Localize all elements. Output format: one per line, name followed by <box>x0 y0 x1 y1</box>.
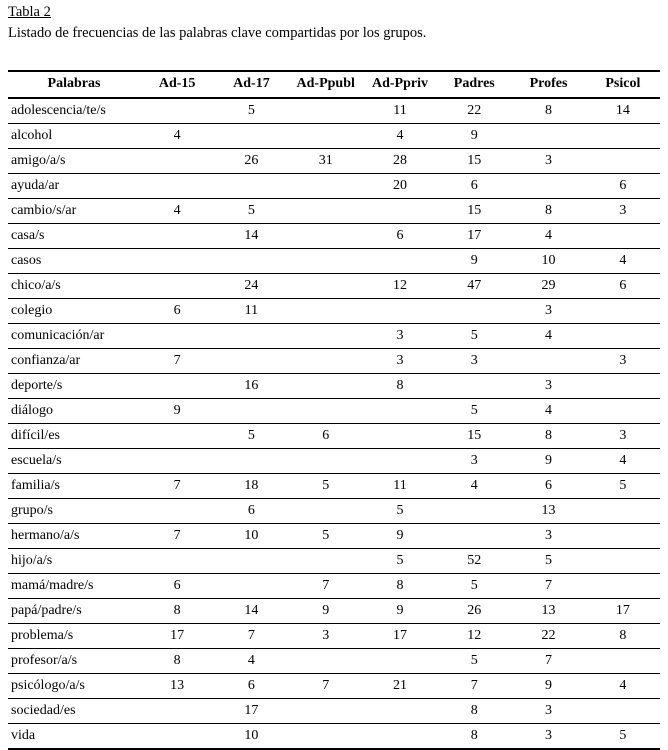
value-cell: 5 <box>289 474 363 499</box>
value-cell: 6 <box>214 674 288 699</box>
value-cell: 9 <box>363 599 437 624</box>
value-cell: 10 <box>214 524 288 549</box>
column-header: Ad-15 <box>140 71 214 98</box>
value-cell: 7 <box>214 624 288 649</box>
value-cell: 6 <box>586 174 660 199</box>
value-cell <box>586 224 660 249</box>
value-cell <box>586 399 660 424</box>
value-cell <box>586 649 660 674</box>
value-cell: 7 <box>511 649 585 674</box>
value-cell: 9 <box>289 599 363 624</box>
value-cell: 4 <box>363 124 437 149</box>
value-cell <box>586 549 660 574</box>
value-cell: 14 <box>586 98 660 124</box>
value-cell: 6 <box>140 299 214 324</box>
value-cell: 17 <box>437 224 511 249</box>
table-row <box>8 474 660 499</box>
value-cell: 5 <box>289 524 363 549</box>
value-cell <box>289 649 363 674</box>
value-cell <box>437 299 511 324</box>
table-row <box>8 449 660 474</box>
value-cell: 17 <box>214 699 288 724</box>
value-cell: 8 <box>437 699 511 724</box>
value-cell <box>586 149 660 174</box>
value-cell <box>363 199 437 224</box>
value-cell: 5 <box>363 549 437 574</box>
value-cell: 9 <box>363 524 437 549</box>
value-cell: 4 <box>511 224 585 249</box>
value-cell: 28 <box>363 149 437 174</box>
word-cell: ayuda/ar <box>8 174 140 199</box>
value-cell: 7 <box>511 574 585 599</box>
value-cell: 7 <box>140 524 214 549</box>
value-cell: 4 <box>586 249 660 274</box>
value-cell: 4 <box>214 649 288 674</box>
value-cell: 3 <box>586 199 660 224</box>
value-cell: 4 <box>140 199 214 224</box>
value-cell <box>586 124 660 149</box>
value-cell <box>140 149 214 174</box>
value-cell: 5 <box>619 727 627 743</box>
value-cell <box>363 399 437 424</box>
value-cell: 5 <box>437 399 511 424</box>
value-cell <box>289 324 363 349</box>
value-cell: 29 <box>511 274 585 299</box>
value-cell <box>140 98 214 124</box>
value-cell: 5 <box>437 649 511 674</box>
word-cell: grupo/s <box>8 499 140 524</box>
value-cell: 26 <box>437 599 511 624</box>
value-cell <box>289 124 363 149</box>
value-cell <box>289 349 363 374</box>
value-cell <box>586 499 660 524</box>
value-cell: 6 <box>437 174 511 199</box>
table-row <box>8 249 660 274</box>
table-row <box>8 574 660 599</box>
value-cell: 7 <box>289 674 363 699</box>
value-cell <box>140 249 214 274</box>
table-row <box>8 524 660 549</box>
value-cell <box>289 224 363 249</box>
value-cell: 13 <box>511 499 585 524</box>
value-cell: 6 <box>214 499 288 524</box>
value-cell <box>140 324 214 349</box>
value-cell <box>363 724 437 750</box>
value-cell: 8 <box>363 574 437 599</box>
value-cell: 47 <box>437 274 511 299</box>
word-cell: escuela/s <box>8 449 140 474</box>
table-row <box>8 224 660 249</box>
value-cell <box>363 699 437 724</box>
column-header: Profes <box>511 71 585 98</box>
word-cell: casa/s <box>8 224 140 249</box>
value-cell <box>289 499 363 524</box>
value-cell <box>289 199 363 224</box>
value-cell: 3 <box>289 624 363 649</box>
value-cell <box>289 699 363 724</box>
value-cell: 3 <box>586 424 660 449</box>
value-cell: 7 <box>437 674 511 699</box>
word-cell: papá/padre/s <box>8 599 140 624</box>
value-cell: 21 <box>363 674 437 699</box>
value-cell: 8 <box>511 199 585 224</box>
value-cell: 10 <box>511 249 585 274</box>
value-cell <box>214 124 288 149</box>
value-cell: 6 <box>289 424 363 449</box>
value-cell: 3 <box>511 374 585 399</box>
word-cell: hermano/a/s <box>8 524 140 549</box>
word-cell: adolescencia/te/s <box>8 98 140 124</box>
value-cell: 18 <box>214 474 288 499</box>
word-cell: mamá/madre/s <box>8 574 140 599</box>
value-cell: 5 <box>586 474 660 499</box>
value-cell <box>289 374 363 399</box>
value-cell <box>437 524 511 549</box>
value-cell <box>586 574 660 599</box>
value-cell <box>140 724 214 750</box>
value-cell <box>214 574 288 599</box>
value-cell: 5 <box>437 574 511 599</box>
value-cell <box>511 174 585 199</box>
value-cell <box>289 98 363 124</box>
word-cell: colegio <box>8 299 140 324</box>
value-cell <box>437 374 511 399</box>
value-cell: 3 <box>586 349 660 374</box>
value-cell <box>363 299 437 324</box>
word-cell: profesor/a/s <box>8 649 140 674</box>
value-cell <box>363 249 437 274</box>
column-header: Ad-17 <box>214 71 288 98</box>
value-cell: 3 <box>363 324 437 349</box>
value-cell: 3 <box>437 349 511 374</box>
value-cell: 22 <box>437 98 511 124</box>
value-cell: 9 <box>140 399 214 424</box>
value-cell <box>586 324 660 349</box>
word-cell: deporte/s <box>8 374 140 399</box>
word-cell: cambio/s/ar <box>8 199 140 224</box>
value-cell: 5 <box>437 324 511 349</box>
value-cell <box>363 649 437 674</box>
value-cell: 11 <box>363 474 437 499</box>
word-cell: familia/s <box>8 474 140 499</box>
value-cell: 3 <box>363 349 437 374</box>
word-cell: comunicación/ar <box>8 324 140 349</box>
value-cell <box>140 174 214 199</box>
value-cell <box>140 374 214 399</box>
value-cell <box>140 699 214 724</box>
value-cell <box>289 299 363 324</box>
word-cell: chico/a/s <box>8 274 140 299</box>
value-cell: 14 <box>214 224 288 249</box>
word-cell: confianza/ar <box>8 349 140 374</box>
value-cell <box>586 374 660 399</box>
value-cell: 9 <box>437 124 511 149</box>
value-cell: 3 <box>511 149 585 174</box>
value-cell <box>586 299 660 324</box>
value-cell: 4 <box>437 474 511 499</box>
value-cell: 13 <box>511 599 585 624</box>
table-header <box>8 71 660 98</box>
value-cell <box>140 499 214 524</box>
value-cell: 5 <box>214 199 288 224</box>
value-cell: 24 <box>214 274 288 299</box>
value-cell <box>214 249 288 274</box>
column-header: Psicol <box>586 71 660 98</box>
value-cell: 3 <box>545 727 553 743</box>
value-cell <box>363 449 437 474</box>
page-title: Tabla 2 <box>8 4 51 20</box>
table-row <box>8 374 660 399</box>
value-cell <box>140 274 214 299</box>
word-cell: sociedad/es <box>8 699 140 724</box>
table-row <box>8 599 660 624</box>
column-header: Ad-Ppriv <box>363 71 437 98</box>
value-cell <box>289 724 363 750</box>
value-cell <box>511 124 585 149</box>
value-cell: 8 <box>140 649 214 674</box>
table-row <box>8 724 660 750</box>
value-cell: 5 <box>214 424 288 449</box>
value-cell: 9 <box>437 249 511 274</box>
word-cell: diálogo <box>8 399 140 424</box>
value-cell <box>437 499 511 524</box>
column-header: Palabras <box>8 71 140 98</box>
word-cell: vida <box>11 727 36 743</box>
value-cell: 8 <box>363 374 437 399</box>
value-cell: 17 <box>586 599 660 624</box>
value-cell: 11 <box>363 98 437 124</box>
value-cell: 8 <box>511 98 585 124</box>
value-cell <box>140 449 214 474</box>
table-row <box>8 324 660 349</box>
table-row <box>8 98 660 124</box>
value-cell <box>289 449 363 474</box>
value-cell: 7 <box>140 474 214 499</box>
value-cell: 8 <box>140 599 214 624</box>
word-cell: difícil/es <box>8 424 140 449</box>
value-cell <box>586 699 660 724</box>
table-row <box>8 649 660 674</box>
value-cell <box>289 274 363 299</box>
value-cell: 26 <box>214 149 288 174</box>
table-row <box>8 624 660 649</box>
value-cell: 12 <box>363 274 437 299</box>
value-cell: 5 <box>214 98 288 124</box>
value-cell: 9 <box>511 449 585 474</box>
value-cell <box>140 424 214 449</box>
table-row <box>8 424 660 449</box>
value-cell: 52 <box>437 549 511 574</box>
value-cell <box>140 224 214 249</box>
value-cell: 17 <box>140 624 214 649</box>
table-caption: Listado de frecuencias de las palabras clave compartidas por los grupos. <box>8 25 427 41</box>
table-row <box>8 549 660 574</box>
table-row <box>8 199 660 224</box>
value-cell: 15 <box>437 199 511 224</box>
value-cell: 15 <box>437 424 511 449</box>
header-row <box>8 71 660 98</box>
table-row <box>8 274 660 299</box>
value-cell <box>214 324 288 349</box>
word-cell: alcohol <box>8 124 140 149</box>
value-cell <box>289 174 363 199</box>
value-cell: 5 <box>511 549 585 574</box>
value-cell: 6 <box>586 274 660 299</box>
table-body <box>8 98 660 749</box>
value-cell: 3 <box>511 699 585 724</box>
column-header: Padres <box>437 71 511 98</box>
value-cell: 3 <box>511 299 585 324</box>
value-cell <box>289 399 363 424</box>
value-cell: 8 <box>470 727 478 743</box>
value-cell: 17 <box>363 624 437 649</box>
value-cell <box>586 524 660 549</box>
value-cell <box>214 349 288 374</box>
value-cell <box>140 549 214 574</box>
value-cell: 6 <box>511 474 585 499</box>
value-cell: 4 <box>586 674 660 699</box>
table-row <box>8 699 660 724</box>
table-row <box>8 124 660 149</box>
value-cell: 12 <box>437 624 511 649</box>
value-cell <box>214 174 288 199</box>
value-cell: 16 <box>214 374 288 399</box>
value-cell <box>363 424 437 449</box>
value-cell: 7 <box>140 349 214 374</box>
value-cell <box>511 349 585 374</box>
value-cell <box>289 549 363 574</box>
word-cell: problema/s <box>8 624 140 649</box>
table-row <box>8 349 660 374</box>
value-cell <box>289 249 363 274</box>
value-cell <box>214 449 288 474</box>
value-cell: 4 <box>511 399 585 424</box>
value-cell: 14 <box>214 599 288 624</box>
word-cell: amigo/a/s <box>8 149 140 174</box>
value-cell: 3 <box>437 449 511 474</box>
frequency-table <box>8 70 660 750</box>
value-cell: 15 <box>437 149 511 174</box>
table-row <box>8 674 660 699</box>
value-cell: 8 <box>586 624 660 649</box>
table-row <box>8 499 660 524</box>
value-cell: 7 <box>289 574 363 599</box>
value-cell: 4 <box>140 124 214 149</box>
value-cell: 4 <box>586 449 660 474</box>
value-cell <box>214 549 288 574</box>
value-cell: 8 <box>511 424 585 449</box>
value-cell: 3 <box>511 524 585 549</box>
word-cell: psicólogo/a/s <box>8 674 140 699</box>
value-cell <box>214 399 288 424</box>
table-row <box>8 399 660 424</box>
value-cell: 9 <box>511 674 585 699</box>
table-row <box>8 149 660 174</box>
value-cell: 11 <box>214 299 288 324</box>
value-cell: 22 <box>511 624 585 649</box>
column-header: Ad-Ppubl <box>289 71 363 98</box>
value-cell: 6 <box>363 224 437 249</box>
word-cell: casos <box>8 249 140 274</box>
table-row <box>8 174 660 199</box>
value-cell: 20 <box>363 174 437 199</box>
value-cell: 6 <box>140 574 214 599</box>
value-cell: 4 <box>511 324 585 349</box>
value-cell: 31 <box>289 149 363 174</box>
word-cell: hijo/a/s <box>8 549 140 574</box>
value-cell: 10 <box>244 727 259 743</box>
table-row <box>8 299 660 324</box>
value-cell: 5 <box>363 499 437 524</box>
value-cell: 13 <box>140 674 214 699</box>
